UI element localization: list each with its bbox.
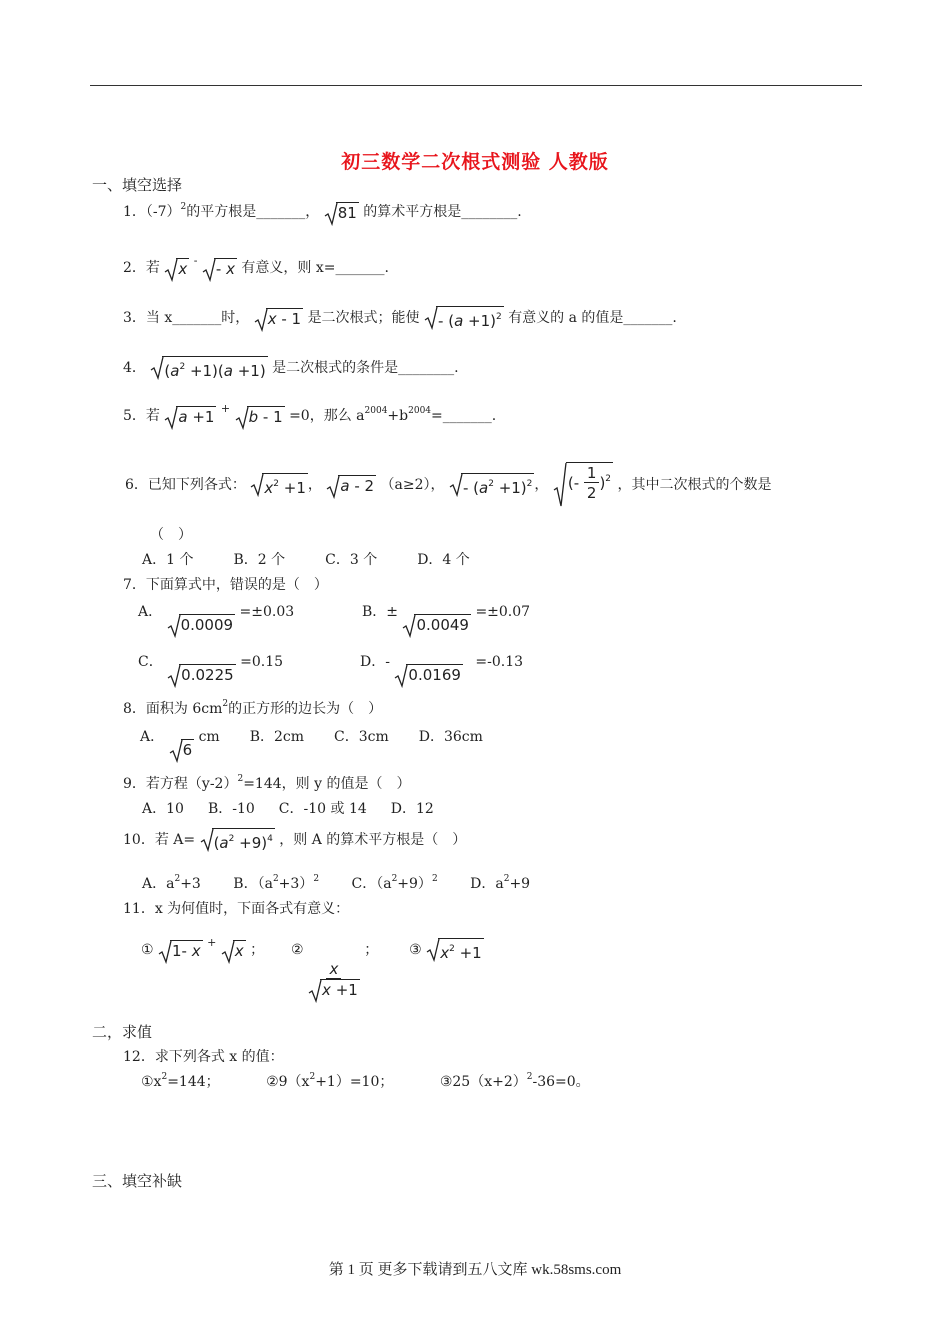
section-heading-2: 二，求值 xyxy=(92,1023,153,1041)
question-12: 12．求下列各式 x 的值： xyxy=(123,1049,284,1065)
sqrt-x: x xyxy=(164,258,189,278)
sqrt-neg-a-plus-1-squared: - $(a +1)^2$ xyxy=(424,306,504,330)
question-7-option-c: C． 0.0225 =0.15 xyxy=(138,654,284,684)
sqrt-b-minus-1: b - 1 xyxy=(235,406,285,426)
section-heading-3: 三、填空补缺 xyxy=(92,1172,183,1190)
sqrt-neg-x: - x xyxy=(202,258,237,278)
question-9: 9．若方程$(y-2)^2=144$，则 y 的值是（ ） xyxy=(123,774,411,792)
question-3: 3．当 x_______时， x - 1 是二次根式；能使 - $(a +1)^2$ 有意义的 a 的值是_______. xyxy=(123,306,677,330)
question-5: 5．若 a +1 + b - 1 =0，那么 $a^{2004}+b^{2004}=\_\_\_\_\_\_\_$. xyxy=(123,402,497,426)
page-title: 初三数学二次根式测验 人教版 xyxy=(341,151,609,173)
question-6-options: A．1 个 B．2 个 C．3 个 D．4 个 xyxy=(142,552,470,568)
page-footer: 第 1 页 更多下载请到五八文库 wk.58sms.com xyxy=(328,1262,622,1278)
question-11-items: ① 1- x + x ； ② $\frac{x}{x +1}$ ； ③ $x^2 +1$ xyxy=(141,936,482,999)
header-rule xyxy=(90,85,862,86)
sqrt-neg-half-squared: (- $\frac{1}{2}$ )$^2$ xyxy=(553,462,613,508)
section-heading-1: 一、填空选择 xyxy=(92,176,183,194)
question-6-bracket: （ ） xyxy=(150,527,192,543)
question-12-parts: $①x^2=144$； $②9(x^2+1)=10$； $③25(x+2)^2-36=0$。 xyxy=(141,1072,590,1090)
question-8-options: A． 6 cm B．2cm C．3cm D．36cm xyxy=(140,729,483,759)
question-10-options: A．$a^2+3$ B．$(a^2+3)^2$ C．$(a^2+9)^2$ D．$a^2+9$ xyxy=(142,874,531,892)
question-7: 7．下面算式中，错误的是（ ） xyxy=(123,577,328,593)
question-9-options: A．10 B．-10 C．-10 或 14 D．12 xyxy=(142,801,434,817)
question-11: 11．x 为何值时，下面各式有意义： xyxy=(123,901,350,917)
question-4: 4． $(a^2 +1)(a +1)$ 是二次根式的条件是________. xyxy=(123,356,459,380)
question-6: 6．已知下列各式： $x^2 +1$ ， a - 2 （a≥2）， - $(a^2 +1)^2$ ， (- $\frac{1}{2}$ )$^2$ ，其中二次根式的个数是 xyxy=(125,462,771,508)
sqrt-x2-plus-1: $x^2 +1$ xyxy=(250,473,308,497)
sqrt-neg-a2plus1-squared: - $(a^2 +1)^2$ xyxy=(449,473,534,497)
question-10: 10．若 A= $(a^2 +9)^4$ ，则 A 的算术平方根是（ ） xyxy=(123,828,466,852)
question-7-option-d: D．- 0.0169 =-0.13 xyxy=(360,654,524,684)
question-7-option-a: A． 0.0009 =±0.03 xyxy=(138,604,295,634)
sqrt-81: 81 xyxy=(324,202,359,222)
question-1: 1．$(-7)^2$的平方根是_______， 81 的算术平方根是________. xyxy=(123,202,522,222)
question-8: 8．面积为 $6cm^2$的正方形的边长为（ ） xyxy=(123,699,383,717)
sqrt-a-plus-1: a +1 xyxy=(164,406,216,426)
question-2: 2．若 x - - x 有意义，则 x=_______. xyxy=(123,254,389,278)
question-7-option-b: B．± 0.0049 =±0.07 xyxy=(362,604,531,634)
sqrt-a2plus1-aplus1: $(a^2 +1)(a +1)$ xyxy=(150,356,267,380)
sqrt-x-minus-1: x - 1 xyxy=(254,308,303,328)
sqrt-a-minus-2: a - 2 xyxy=(326,475,376,495)
